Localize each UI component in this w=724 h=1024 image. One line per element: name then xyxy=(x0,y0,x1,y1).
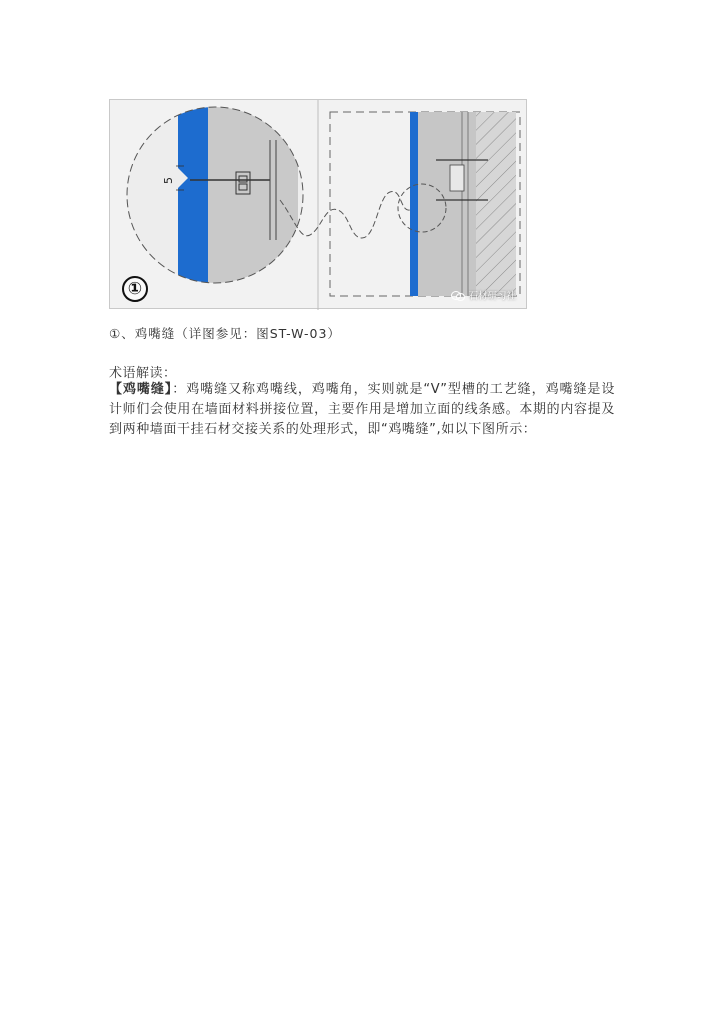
watermark-text: 石材研习社 xyxy=(468,291,516,302)
stone-panel-right xyxy=(208,100,298,310)
stone-panel-gray xyxy=(418,112,476,296)
dimension-label: 5 xyxy=(162,177,175,184)
figure-number: ① xyxy=(122,276,148,302)
figure-caption: ①、鸡嘴缝（详图参见：图ST-W-03） xyxy=(109,326,341,341)
stone-panel-blue xyxy=(410,112,418,296)
section-heading: 术语解读： xyxy=(109,366,177,381)
detail-drawing xyxy=(110,100,528,310)
term-definition: ：鸡嘴缝又称鸡嘴线，鸡嘴角，实则就是“V”型槽的工艺缝，鸡嘴缝是设计师们会使用在墙面材料拼接位置，主要作用是增加立面的线条感。本期的内容提及到两种墙面干挂石材交接关系的处理形式，即“鸡嘴缝”,如以下图所示： xyxy=(109,382,615,437)
detail-figure xyxy=(109,99,527,309)
term-label: 【鸡嘴缝】 xyxy=(109,382,173,397)
wechat-icon xyxy=(451,290,465,300)
body-paragraph xyxy=(109,380,615,440)
wall-hatch xyxy=(476,112,516,296)
stone-panel-left xyxy=(178,100,208,310)
watermark xyxy=(451,288,516,302)
